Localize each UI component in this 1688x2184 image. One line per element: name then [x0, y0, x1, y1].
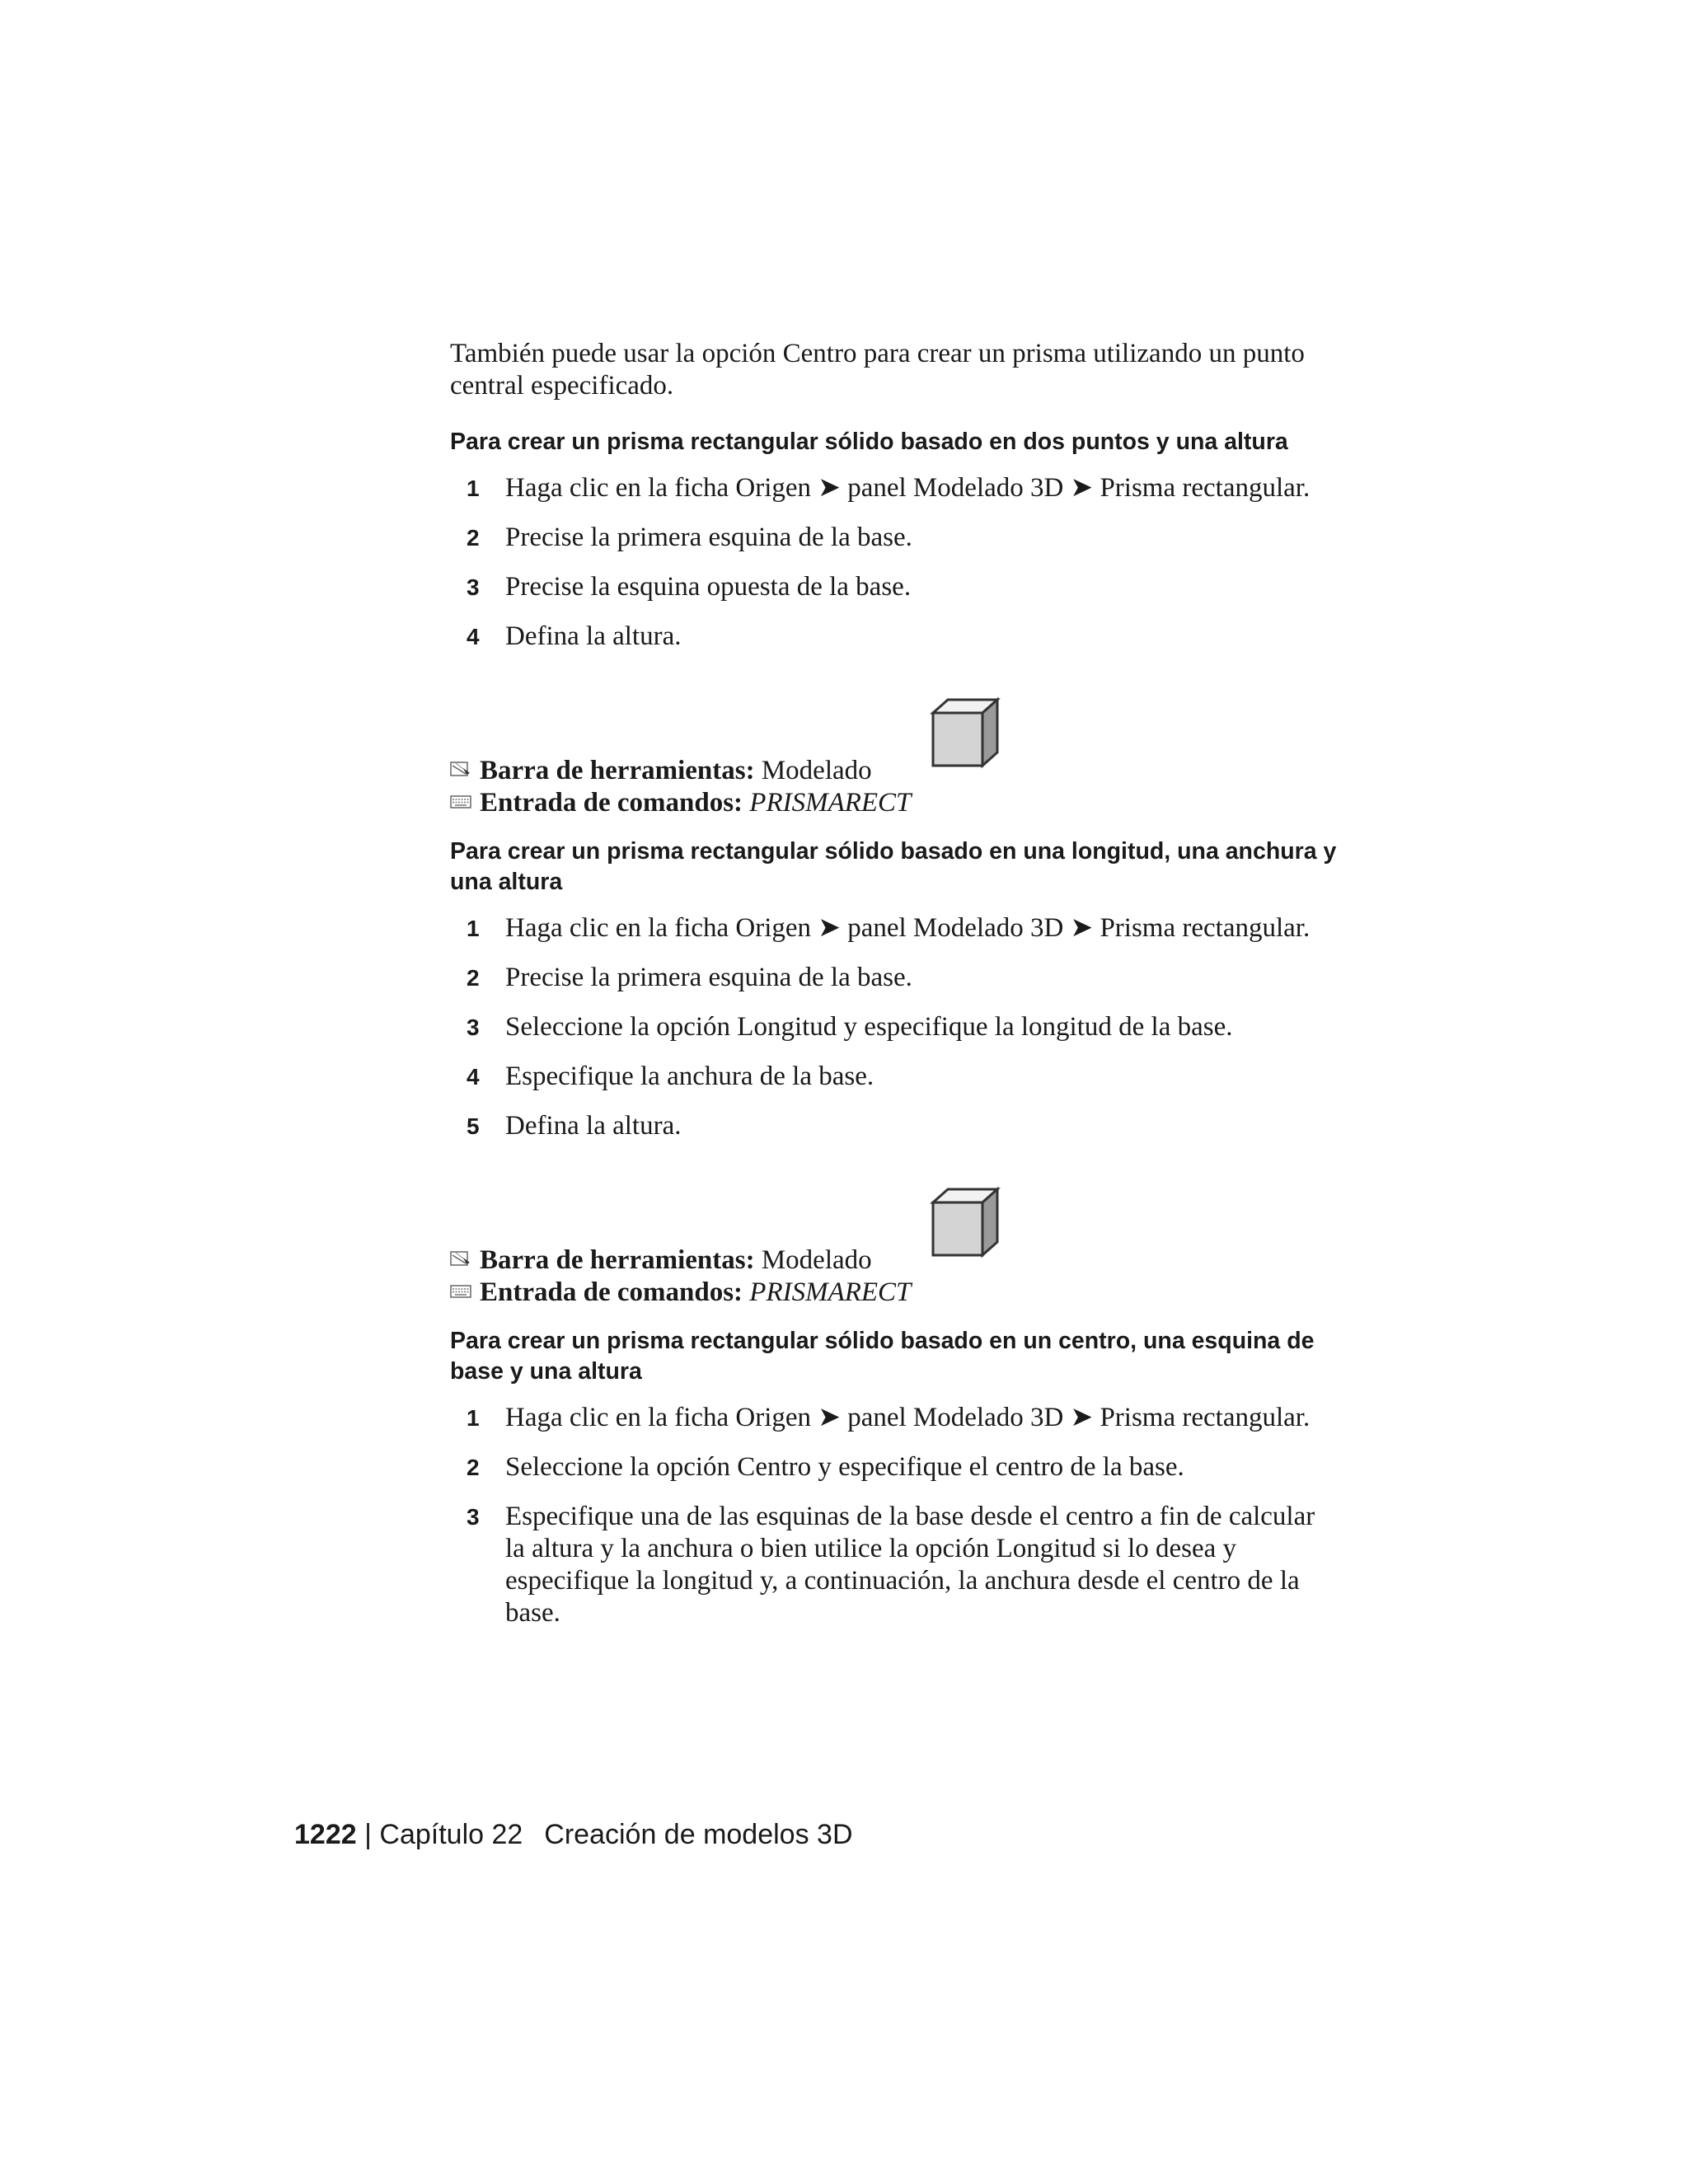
chapter-label: Capítulo 22 [379, 1819, 523, 1850]
access-methods [450, 696, 1340, 818]
step-number: 3 [467, 574, 480, 600]
step-number: 3 [467, 1504, 480, 1530]
procedure-steps [450, 472, 1340, 653]
toolbar-access-line [450, 755, 872, 787]
step-item [450, 1061, 1340, 1093]
step-text: Haga clic en la ficha Origen ➤ panel Modelado 3D ➤ Prisma rectangular. [505, 913, 1311, 943]
command-value: PRISMARECT [749, 788, 912, 818]
step-number: 5 [467, 1113, 480, 1139]
step-text: Haga clic en la ficha Origen ➤ panel Modelado 3D ➤ Prisma rectangular. [505, 473, 1311, 503]
step-number: 2 [467, 965, 480, 991]
step-item [450, 1451, 1340, 1483]
page-content [450, 338, 1340, 1647]
access-methods [450, 1186, 1340, 1307]
step-item [450, 1402, 1340, 1434]
step-item [450, 1011, 1340, 1043]
page-footer [294, 1817, 853, 1852]
step-item [450, 1501, 1340, 1629]
toolbar-value: Modelado [761, 1245, 872, 1275]
keyboard-icon [450, 792, 471, 810]
step-item [450, 962, 1340, 994]
toolbar-value: Modelado [761, 756, 872, 785]
step-number: 4 [467, 624, 480, 649]
toolbar-icon [450, 1249, 471, 1268]
box-3d-icon[interactable] [928, 1186, 1002, 1260]
box-3d-icon[interactable] [928, 696, 1002, 771]
command-access-line [450, 787, 911, 819]
step-text: Defina la altura. [505, 1111, 682, 1141]
step-text: Haga clic en la ficha Origen ➤ panel Modelado 3D ➤ Prisma rectangular. [505, 1403, 1311, 1432]
toolbar-icon [450, 760, 471, 778]
step-number: 1 [467, 1405, 480, 1431]
command-label: Entrada de comandos: [480, 1277, 743, 1307]
toolbar-label: Barra de herramientas: [480, 756, 755, 785]
procedure-heading: Para crear un prisma rectangular sólido basado en una longitud, una anchura y una altura [450, 838, 1337, 895]
step-item [450, 571, 1340, 603]
command-access-line [450, 1277, 911, 1309]
procedure-heading: Para crear un prisma rectangular sólido basado en un centro, una esquina de base y una altura [450, 1328, 1315, 1385]
step-text: Especifique una de las esquinas de la base desde el centro a fin de calcular la altura y la anchura o bien utilice la opción Longitud si lo desea y especifique la longitud y, a continuación, la anchura desde el centro de la base. [505, 1502, 1315, 1628]
page-number: 1222 [294, 1819, 357, 1850]
step-number: 1 [467, 476, 480, 501]
step-number: 3 [467, 1015, 480, 1040]
step-number: 1 [467, 916, 480, 941]
step-text: Especifique la anchura de la base. [505, 1062, 874, 1091]
step-text: Seleccione la opción Longitud y especifique la longitud de la base. [505, 1012, 1233, 1042]
procedure-steps [450, 912, 1340, 1142]
step-item [450, 912, 1340, 944]
procedure-steps [450, 1402, 1340, 1629]
step-item [450, 1110, 1340, 1142]
intro-paragraph: También puede usar la opción Centro para crear un prisma utilizando un punto central especificado. [450, 339, 1305, 401]
step-item [450, 621, 1340, 653]
footer-separator: | [364, 1819, 372, 1850]
step-number: 4 [467, 1064, 480, 1090]
toolbar-label: Barra de herramientas: [480, 1245, 755, 1275]
step-text: Precise la primera esquina de la base. [505, 963, 912, 992]
step-number: 2 [467, 1455, 480, 1480]
procedure-heading: Para crear un prisma rectangular sólido basado en dos puntos y una altura [450, 429, 1288, 455]
command-label: Entrada de comandos: [480, 788, 743, 818]
toolbar-access-line [450, 1244, 872, 1277]
step-text: Seleccione la opción Centro y especifique el centro de la base. [505, 1452, 1184, 1482]
step-text: Precise la esquina opuesta de la base. [505, 572, 912, 602]
step-text: Precise la primera esquina de la base. [505, 523, 912, 552]
step-number: 2 [467, 525, 480, 551]
keyboard-icon [450, 1282, 471, 1300]
step-item [450, 522, 1340, 554]
step-item [450, 472, 1340, 504]
step-text: Defina la altura. [505, 621, 682, 651]
chapter-title: Creación de modelos 3D [544, 1819, 853, 1850]
command-value: PRISMARECT [749, 1277, 912, 1307]
